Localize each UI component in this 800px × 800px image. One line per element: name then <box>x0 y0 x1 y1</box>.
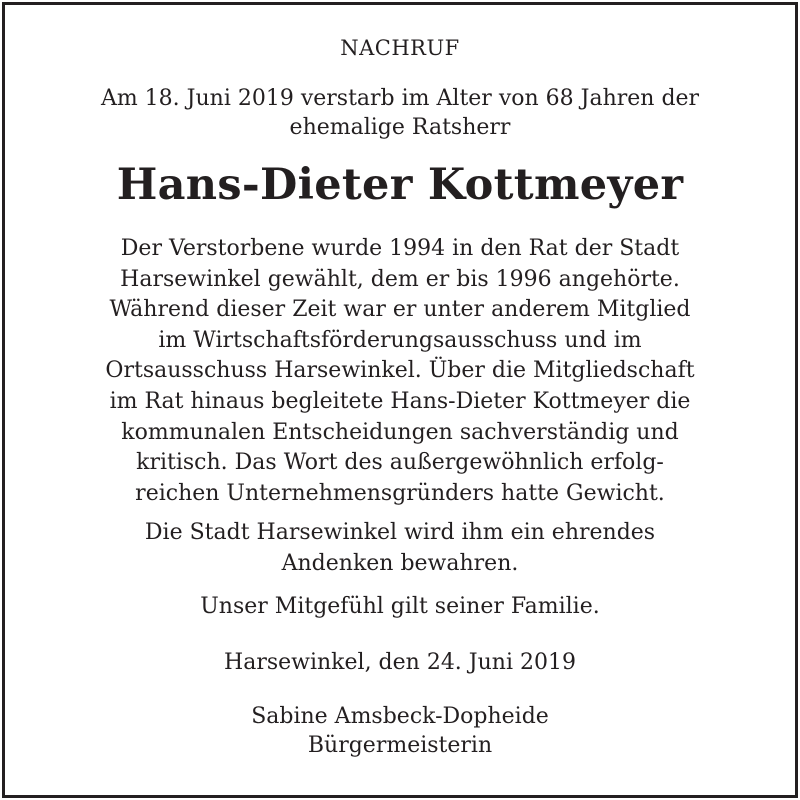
body-line: im Wirtschaftsförderungsausschuss und im <box>158 327 642 353</box>
body-line: kommunalen Entscheidungen sachverständig und <box>121 419 679 445</box>
signatory-title: Bürgermeisterin <box>307 733 493 758</box>
body-line: Ortsausschuss Harsewinkel. Über die Mitgliedschaft <box>105 358 695 384</box>
memory-line: Die Stadt Harsewinkel wird ihm ein ehrendes <box>144 520 656 545</box>
place-and-date: Harsewinkel, den 24. Juni 2019 <box>224 650 576 675</box>
memory-line: Andenken bewahren. <box>281 550 519 576</box>
body-line: reichen Unternehmensgründers hatte Gewicht. <box>135 480 665 506</box>
intro-text <box>0 84 800 142</box>
body-line: Harsewinkel gewählt, dem er bis 1996 angehörte. <box>120 266 680 292</box>
body-line: kritisch. Das Wort des außergewöhnlich erfolg- <box>136 450 664 476</box>
notice-heading: NACHRUF <box>340 36 460 60</box>
memory-paragraph <box>0 518 800 579</box>
intro-line: Am 18. Juni 2019 verstarb im Alter von 68 Jahren der <box>100 86 700 111</box>
intro-line: ehemalige Ratsherr <box>289 115 511 140</box>
body-line: im Rat hinaus begleitete Hans-Dieter Kottmeyer die <box>109 388 691 414</box>
signatory-name: Sabine Amsbeck-Dopheide <box>251 704 549 729</box>
deceased-name: Hans-Dieter Kottmeyer <box>116 160 684 210</box>
body-line: Der Verstorbene wurde 1994 in den Rat der Stadt <box>120 236 680 261</box>
body-line: Während dieser Zeit war er unter anderem Mitglied <box>109 297 691 323</box>
body-paragraph <box>0 234 800 509</box>
signature-block <box>0 702 800 760</box>
sympathy-line: Unser Mitgefühl gilt seiner Familie. <box>200 594 600 619</box>
